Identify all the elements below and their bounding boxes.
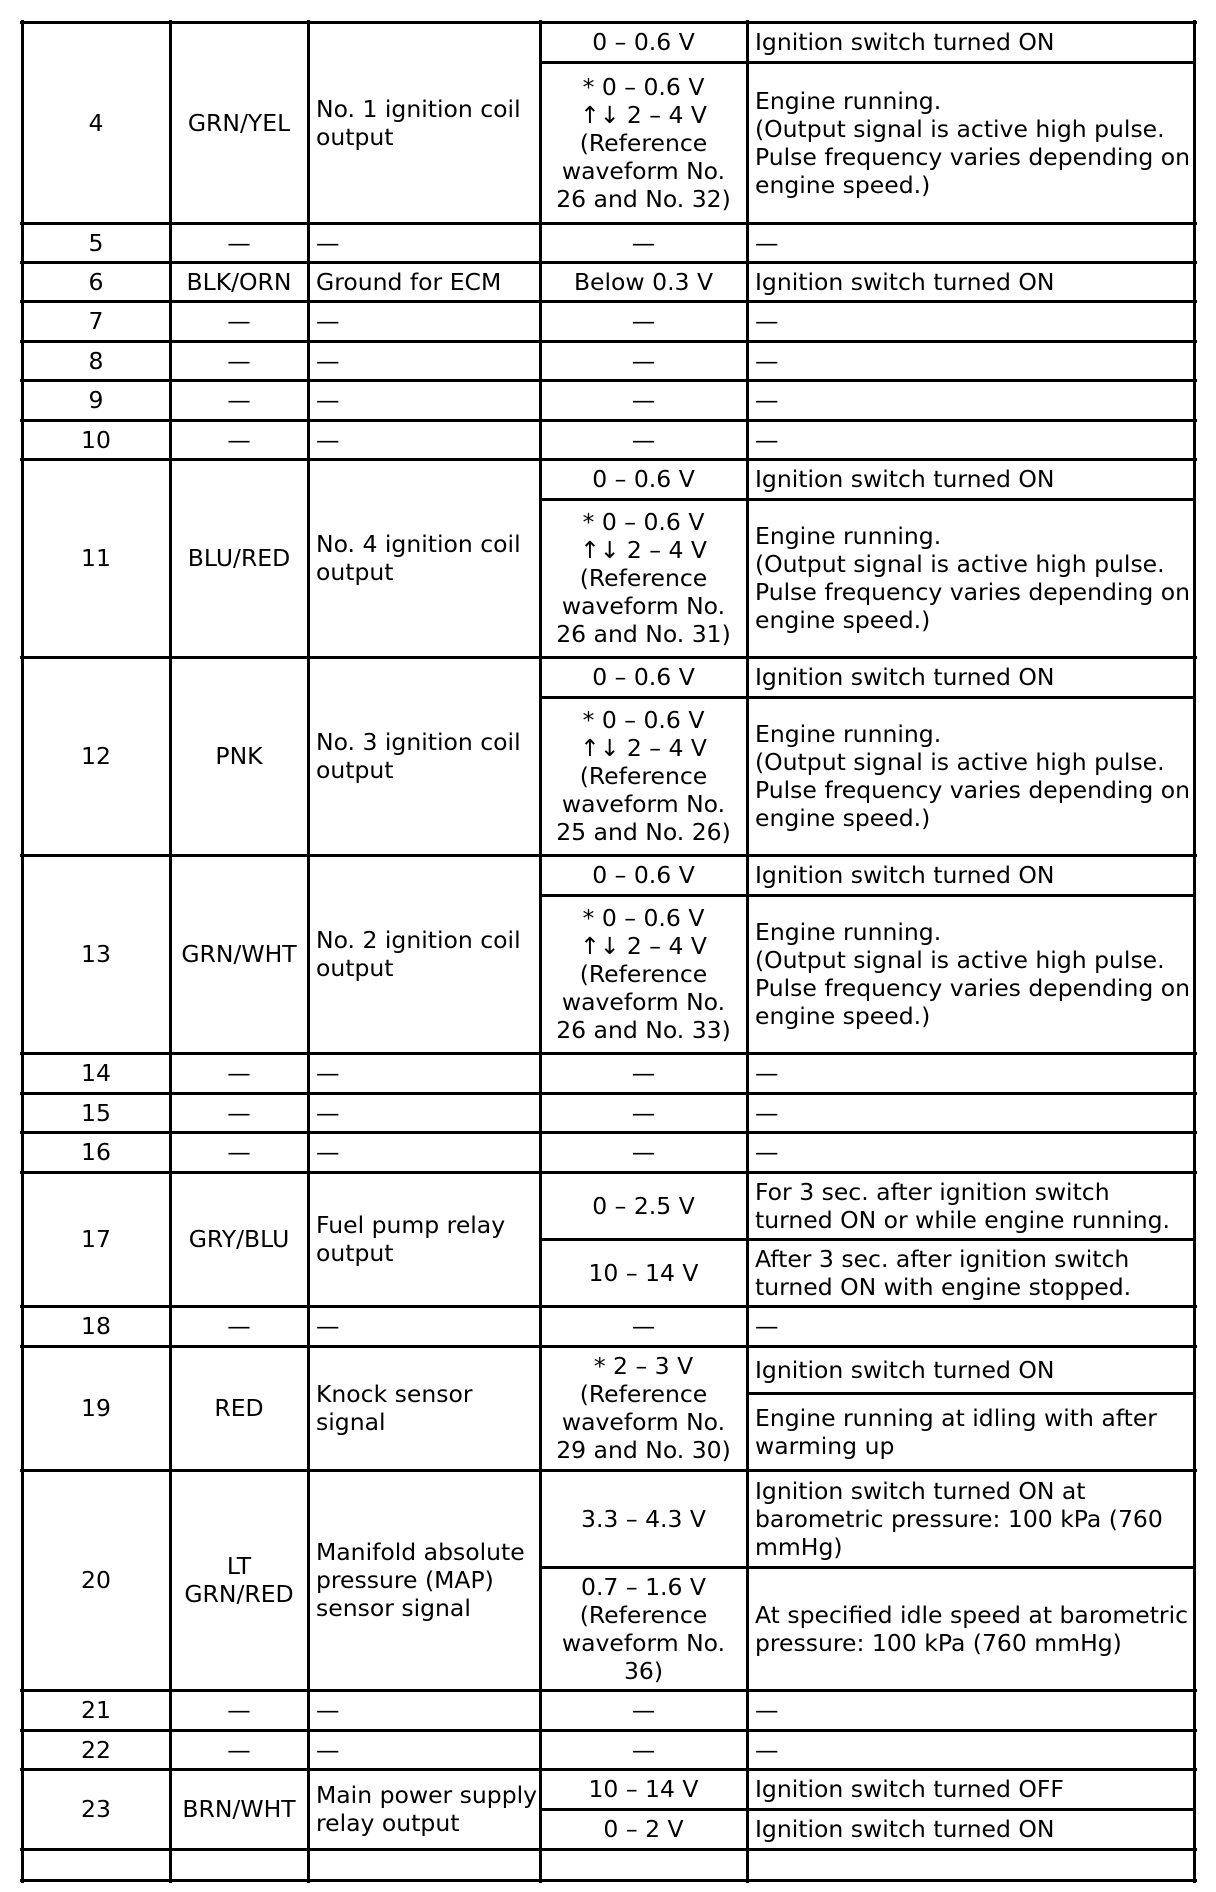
standard-voltage-line: Below 0.3 V xyxy=(573,267,714,296)
condition xyxy=(747,1053,1194,1093)
table-rule xyxy=(540,498,1195,501)
standard-voltage xyxy=(540,1567,747,1690)
condition-line: — xyxy=(755,1735,779,1764)
wire-color-line: PNK xyxy=(215,742,263,770)
condition xyxy=(747,459,1194,499)
condition xyxy=(747,62,1194,223)
condition xyxy=(747,1769,1194,1809)
circuit-name xyxy=(308,1849,540,1880)
pin-number-line: 20 xyxy=(81,1566,111,1594)
wire-color xyxy=(170,1849,308,1880)
condition-line: Ignition switch turned OFF xyxy=(755,1775,1064,1803)
wire-color xyxy=(170,459,308,657)
circuit-name xyxy=(308,459,540,657)
standard-voltage xyxy=(540,459,747,499)
standard-voltage xyxy=(540,1306,747,1346)
standard-voltage-line: waveform No. xyxy=(561,790,726,818)
standard-voltage-line: (Reference xyxy=(579,128,708,157)
standard-voltage-line: 0 – 2 V xyxy=(603,1815,684,1843)
pin-number xyxy=(22,1769,170,1849)
condition-line: — xyxy=(755,425,779,454)
condition-line: — xyxy=(755,386,779,414)
standard-voltage-line: (Reference xyxy=(579,1600,708,1629)
table-rule xyxy=(540,1566,1195,1569)
circuit-name-line: output xyxy=(316,122,394,151)
condition xyxy=(747,1690,1194,1730)
condition-line: Engine running. xyxy=(755,86,942,115)
condition xyxy=(747,1470,1194,1567)
condition xyxy=(747,895,1194,1053)
wire-color xyxy=(170,855,308,1053)
circuit-name xyxy=(308,1132,540,1172)
standard-voltage-line: 26 and No. 33) xyxy=(556,1016,731,1044)
circuit-name-line: — xyxy=(316,1098,340,1127)
pin-number-line: 14 xyxy=(81,1059,111,1087)
standard-voltage xyxy=(540,1849,747,1880)
standard-voltage-line: (Reference xyxy=(579,960,708,988)
condition-line: turned ON with engine stopped. xyxy=(755,1272,1132,1301)
condition-line: — xyxy=(755,228,779,257)
standard-voltage-line: 36) xyxy=(623,1656,664,1685)
wire-color-line: BRN/WHT xyxy=(182,1795,296,1823)
standard-voltage-line: (Reference xyxy=(579,1380,708,1408)
standard-voltage xyxy=(540,657,747,697)
condition xyxy=(747,301,1194,341)
table-rule xyxy=(20,1879,1197,1882)
condition xyxy=(747,420,1194,459)
table-rule xyxy=(747,1392,1195,1395)
standard-voltage xyxy=(540,1172,747,1239)
circuit-name-line: — xyxy=(316,1138,340,1166)
condition-line: mmHg) xyxy=(755,1532,843,1561)
table-rule xyxy=(540,61,1195,64)
circuit-name xyxy=(308,22,540,223)
circuit-name-line: pressure (MAP) xyxy=(316,1566,494,1594)
wire-color xyxy=(170,22,308,223)
standard-voltage xyxy=(540,22,747,62)
pin-number xyxy=(22,459,170,657)
condition xyxy=(747,223,1194,262)
wire-color-line: — xyxy=(227,1138,251,1166)
condition-line: Engine running. xyxy=(755,522,942,550)
wire-color-line: GRN/YEL xyxy=(187,108,291,137)
condition xyxy=(747,697,1194,855)
circuit-name-line: output xyxy=(316,1239,394,1267)
standard-voltage-line: waveform No. xyxy=(561,1628,726,1657)
pin-number xyxy=(22,1172,170,1306)
condition xyxy=(747,1393,1194,1470)
standard-voltage-line: — xyxy=(631,1696,656,1724)
circuit-name xyxy=(308,1306,540,1346)
pin-number-line: 22 xyxy=(81,1735,111,1764)
pin-number xyxy=(22,1093,170,1132)
wire-color-line: — xyxy=(227,1735,251,1764)
standard-voltage-line: * 0 – 0.6 V xyxy=(582,508,705,536)
condition-line: Pulse frequency varies depending on xyxy=(755,974,1191,1002)
pin-number-line: 21 xyxy=(81,1696,111,1724)
condition-line: Pulse frequency varies depending on xyxy=(755,142,1191,171)
circuit-name xyxy=(308,1730,540,1769)
standard-voltage xyxy=(540,420,747,459)
condition-line: At specified idle speed at barometric xyxy=(755,1600,1189,1629)
standard-voltage-line: — xyxy=(631,1059,656,1087)
condition-line: — xyxy=(755,346,779,375)
standard-voltage-line: ↑↓ 2 – 4 V xyxy=(580,536,707,564)
standard-voltage-line: — xyxy=(631,1138,656,1166)
wire-color xyxy=(170,1690,308,1730)
standard-voltage xyxy=(540,855,747,895)
wire-color-line: — xyxy=(227,307,251,335)
circuit-name xyxy=(308,1172,540,1306)
table-rule xyxy=(540,696,1195,699)
standard-voltage xyxy=(540,1690,747,1730)
standard-voltage xyxy=(540,1346,747,1470)
table-rule xyxy=(540,894,1195,897)
standard-voltage-line: (Reference xyxy=(579,564,708,592)
condition-line: — xyxy=(755,1138,779,1166)
circuit-name-line: No. 1 ignition coil xyxy=(316,94,521,123)
circuit-name xyxy=(308,1470,540,1690)
condition xyxy=(747,1172,1194,1239)
circuit-name-line: No. 3 ignition coil xyxy=(316,728,521,756)
wire-color-line: — xyxy=(227,386,251,414)
standard-voltage-line: 0 – 0.6 V xyxy=(592,663,695,691)
circuit-name-line: Fuel pump relay xyxy=(316,1211,506,1239)
pin-number xyxy=(22,380,170,420)
condition xyxy=(747,1809,1194,1849)
condition xyxy=(747,1239,1194,1306)
standard-voltage xyxy=(540,1470,747,1567)
condition-line: Engine running. xyxy=(755,720,942,748)
wire-color-line: — xyxy=(227,425,251,454)
pin-number xyxy=(22,1470,170,1690)
circuit-name xyxy=(308,341,540,380)
standard-voltage xyxy=(540,1769,747,1809)
circuit-name-line: — xyxy=(316,386,340,414)
standard-voltage xyxy=(540,380,747,420)
standard-voltage-line: ↑↓ 2 – 4 V xyxy=(580,734,707,762)
standard-voltage-line: 0 – 0.6 V xyxy=(592,861,695,889)
circuit-name xyxy=(308,301,540,341)
condition-line: (Output signal is active high pulse. xyxy=(755,550,1165,578)
standard-voltage xyxy=(540,1053,747,1093)
wire-color xyxy=(170,262,308,301)
circuit-name-line: sensor signal xyxy=(316,1594,471,1622)
circuit-name-line: — xyxy=(316,1059,340,1087)
wire-color xyxy=(170,1053,308,1093)
pin-number-line: 6 xyxy=(88,267,104,296)
circuit-name-line: — xyxy=(316,1696,340,1724)
circuit-name-line: output xyxy=(316,756,394,784)
standard-voltage-line: — xyxy=(631,1098,656,1127)
condition xyxy=(747,22,1194,62)
condition xyxy=(747,1567,1194,1690)
standard-voltage-line: — xyxy=(631,1735,656,1764)
wire-color xyxy=(170,341,308,380)
standard-voltage-line: waveform No. xyxy=(561,1408,726,1436)
condition xyxy=(747,1849,1194,1880)
condition xyxy=(747,499,1194,657)
circuit-name xyxy=(308,1346,540,1470)
pin-number-line: 7 xyxy=(88,307,104,335)
table-rule xyxy=(540,1808,1195,1811)
wire-color-line: BLU/RED xyxy=(187,544,291,572)
standard-voltage-line: * 0 – 0.6 V xyxy=(582,904,705,932)
pin-number xyxy=(22,22,170,223)
circuit-name-line: — xyxy=(316,1312,340,1340)
condition-line: Ignition switch turned ON xyxy=(755,1355,1055,1384)
wire-color-line: — xyxy=(227,1312,251,1340)
standard-voltage-line: 10 – 14 V xyxy=(588,1258,699,1287)
circuit-name xyxy=(308,855,540,1053)
condition-line: — xyxy=(755,1312,779,1340)
condition-line: — xyxy=(755,307,779,335)
wire-color-line: LT xyxy=(226,1552,252,1580)
circuit-name xyxy=(308,657,540,855)
wire-color xyxy=(170,1132,308,1172)
condition xyxy=(747,341,1194,380)
pin-number-line: 12 xyxy=(81,742,111,770)
pin-number-line: 23 xyxy=(81,1795,111,1823)
pin-number xyxy=(22,341,170,380)
wire-color xyxy=(170,223,308,262)
standard-voltage-line: 26 and No. 32) xyxy=(556,184,731,213)
standard-voltage xyxy=(540,697,747,855)
wire-color-line: BLK/ORN xyxy=(186,267,292,296)
circuit-name-line: Manifold absolute xyxy=(316,1538,525,1566)
standard-voltage-line: 3.3 – 4.3 V xyxy=(581,1504,706,1533)
condition-line: — xyxy=(755,1696,779,1724)
pin-number xyxy=(22,223,170,262)
standard-voltage xyxy=(540,895,747,1053)
standard-voltage xyxy=(540,1239,747,1306)
wire-color xyxy=(170,301,308,341)
standard-voltage-line: 0 – 2.5 V xyxy=(592,1191,695,1220)
condition-line: engine speed.) xyxy=(755,170,931,199)
circuit-name xyxy=(308,1093,540,1132)
pin-number xyxy=(22,420,170,459)
wire-color xyxy=(170,1172,308,1306)
standard-voltage xyxy=(540,223,747,262)
circuit-name xyxy=(308,380,540,420)
pin-number xyxy=(22,1690,170,1730)
wire-color xyxy=(170,420,308,459)
circuit-name-line: signal xyxy=(316,1408,386,1436)
standard-voltage-line: 29 and No. 30) xyxy=(556,1436,731,1464)
pin-number xyxy=(22,855,170,1053)
condition-line: warming up xyxy=(755,1431,895,1460)
circuit-name-line: No. 2 ignition coil xyxy=(316,926,521,954)
pin-number xyxy=(22,262,170,301)
pin-number-line: 11 xyxy=(81,544,111,572)
condition-line: After 3 sec. after ignition switch xyxy=(755,1244,1130,1273)
condition-line: Ignition switch turned ON xyxy=(755,267,1055,296)
circuit-name-line: Ground for ECM xyxy=(316,267,502,296)
pin-number-line: 15 xyxy=(81,1098,111,1127)
pin-number-line: 5 xyxy=(88,228,104,257)
condition-line: engine speed.) xyxy=(755,804,931,832)
condition xyxy=(747,855,1194,895)
wire-color-line: GRN/RED xyxy=(184,1580,294,1608)
standard-voltage-line: 0 – 0.6 V xyxy=(592,465,695,493)
wire-color-line: — xyxy=(227,346,251,375)
circuit-name-line: relay output xyxy=(316,1809,460,1837)
condition-line: pressure: 100 kPa (760 mmHg) xyxy=(755,1628,1122,1657)
standard-voltage xyxy=(540,499,747,657)
circuit-name-line: — xyxy=(316,228,340,257)
circuit-name-line: — xyxy=(316,1735,340,1764)
circuit-name xyxy=(308,420,540,459)
condition-line: Ignition switch turned ON xyxy=(755,28,1055,56)
standard-voltage xyxy=(540,62,747,223)
pin-number xyxy=(22,1306,170,1346)
circuit-name xyxy=(308,262,540,301)
circuit-name xyxy=(308,1053,540,1093)
standard-voltage-line: — xyxy=(631,346,656,375)
wire-color-line: — xyxy=(227,1098,251,1127)
pin-number xyxy=(22,1730,170,1769)
pin-number xyxy=(22,1849,170,1880)
standard-voltage xyxy=(540,1730,747,1769)
condition xyxy=(747,380,1194,420)
condition-line: Pulse frequency varies depending on xyxy=(755,776,1191,804)
condition-line: Engine running at idling with after xyxy=(755,1403,1157,1432)
wire-color-line: RED xyxy=(214,1394,264,1422)
condition-line: engine speed.) xyxy=(755,1002,931,1030)
wire-color xyxy=(170,1346,308,1470)
standard-voltage-line: 26 and No. 31) xyxy=(556,620,731,648)
standard-voltage-line: — xyxy=(631,228,656,257)
wire-color xyxy=(170,657,308,855)
condition xyxy=(747,1346,1194,1393)
condition-line: — xyxy=(755,1059,779,1087)
pin-number-line: 9 xyxy=(88,386,104,414)
standard-voltage-line: * 0 – 0.6 V xyxy=(582,706,705,734)
pin-number xyxy=(22,1132,170,1172)
standard-voltage xyxy=(540,341,747,380)
pin-number xyxy=(22,301,170,341)
standard-voltage-line: (Reference xyxy=(579,762,708,790)
table-rule xyxy=(540,1238,1195,1241)
wire-color xyxy=(170,380,308,420)
pin-number xyxy=(22,1346,170,1470)
wire-color xyxy=(170,1730,308,1769)
wire-color-line: — xyxy=(227,1696,251,1724)
standard-voltage xyxy=(540,1132,747,1172)
circuit-name-line: Knock sensor xyxy=(316,1380,473,1408)
circuit-name-line: — xyxy=(316,307,340,335)
wire-color-line: GRY/BLU xyxy=(188,1225,290,1253)
circuit-name-line: Main power supply xyxy=(316,1781,538,1809)
condition-line: Ignition switch turned ON at xyxy=(755,1476,1086,1505)
wire-color-line: GRN/WHT xyxy=(181,940,297,968)
wire-color xyxy=(170,1093,308,1132)
condition-line: (Output signal is active high pulse. xyxy=(755,748,1165,776)
condition-line: (Output signal is active high pulse. xyxy=(755,946,1165,974)
standard-voltage xyxy=(540,301,747,341)
pin-number-line: 17 xyxy=(81,1225,111,1253)
pin-number-line: 18 xyxy=(81,1312,111,1340)
condition-line: Ignition switch turned ON xyxy=(755,465,1055,493)
circuit-name-line: output xyxy=(316,558,394,586)
standard-voltage-line: 0 – 0.6 V xyxy=(592,28,695,56)
standard-voltage-line: — xyxy=(631,425,656,454)
standard-voltage-line: * 0 – 0.6 V xyxy=(582,72,705,101)
standard-voltage-line: — xyxy=(631,1312,656,1340)
standard-voltage-line: * 2 – 3 V xyxy=(593,1352,694,1380)
standard-voltage-line: waveform No. xyxy=(561,156,726,185)
wire-color-line: — xyxy=(227,1059,251,1087)
pin-number-line: 13 xyxy=(81,940,111,968)
condition-line: — xyxy=(755,1098,779,1127)
standard-voltage-line: — xyxy=(631,386,656,414)
circuit-name-line: output xyxy=(316,954,394,982)
wire-color xyxy=(170,1769,308,1849)
standard-voltage-line: waveform No. xyxy=(561,988,726,1016)
condition xyxy=(747,262,1194,301)
standard-voltage xyxy=(540,262,747,301)
standard-voltage-line: — xyxy=(631,307,656,335)
circuit-name xyxy=(308,223,540,262)
condition-line: turned ON or while engine running. xyxy=(755,1205,1171,1234)
standard-voltage xyxy=(540,1093,747,1132)
condition xyxy=(747,657,1194,697)
pin-number-line: 10 xyxy=(81,425,111,454)
pin-number-line: 16 xyxy=(81,1138,111,1166)
standard-voltage-line: 10 – 14 V xyxy=(588,1775,699,1803)
condition-line: For 3 sec. after ignition switch xyxy=(755,1177,1110,1206)
condition-line: Ignition switch turned ON xyxy=(755,663,1055,691)
condition-line: Pulse frequency varies depending on xyxy=(755,578,1191,606)
condition-line: Engine running. xyxy=(755,918,942,946)
standard-voltage-line: 25 and No. 26) xyxy=(556,818,731,846)
circuit-name xyxy=(308,1769,540,1849)
standard-voltage-line: 0.7 – 1.6 V xyxy=(581,1572,706,1601)
pin-number xyxy=(22,657,170,855)
condition xyxy=(747,1093,1194,1132)
condition xyxy=(747,1730,1194,1769)
standard-voltage-line: waveform No. xyxy=(561,592,726,620)
wire-color xyxy=(170,1306,308,1346)
pin-number-line: 4 xyxy=(88,108,104,137)
pin-number xyxy=(22,1053,170,1093)
condition-line: engine speed.) xyxy=(755,606,931,634)
circuit-name-line: No. 4 ignition coil xyxy=(316,530,521,558)
standard-voltage xyxy=(540,1809,747,1849)
condition xyxy=(747,1132,1194,1172)
pin-number-line: 8 xyxy=(88,346,104,375)
condition-line: Ignition switch turned ON xyxy=(755,1815,1055,1843)
condition xyxy=(747,1306,1194,1346)
circuit-name-line: — xyxy=(316,425,340,454)
pin-number-line: 19 xyxy=(81,1394,111,1422)
standard-voltage-line: ↑↓ 2 – 4 V xyxy=(580,100,707,129)
condition-line: barometric pressure: 100 kPa (760 xyxy=(755,1504,1163,1533)
circuit-name-line: — xyxy=(316,346,340,375)
standard-voltage-line: ↑↓ 2 – 4 V xyxy=(580,932,707,960)
wire-color xyxy=(170,1470,308,1690)
wire-color-line: — xyxy=(227,228,251,257)
condition-line: Ignition switch turned ON xyxy=(755,861,1055,889)
condition-line: (Output signal is active high pulse. xyxy=(755,114,1165,143)
circuit-name xyxy=(308,1690,540,1730)
